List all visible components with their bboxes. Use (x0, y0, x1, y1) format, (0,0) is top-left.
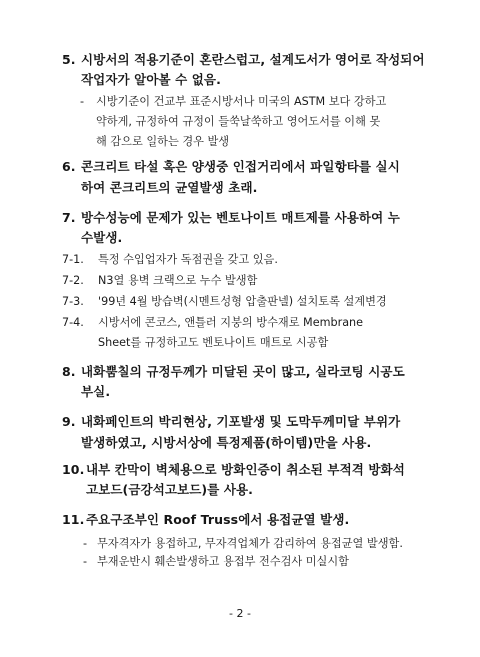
bullet-dash: - (80, 95, 85, 108)
item-text-line: 하여 콘크리트의 균열발생 초래. (81, 180, 258, 195)
sub-text-line: 약하게, 규정하여 규정이 들쑥날쑥하고 영어도서를 이해 못 (96, 115, 381, 128)
sub-number: 7-3. (62, 295, 84, 308)
item-text-line: 방수성능에 문제가 있는 벤토나이트 매트제를 사용하여 누 (81, 210, 400, 225)
sub-text-line: 시방기준이 건교부 표준시방서나 미국의 ASTM 보다 강하고 (96, 95, 387, 108)
bullet-dash: - (83, 555, 88, 568)
item-text-line: 부실. (81, 384, 111, 399)
item-text-line: 발생하였고, 시방서상에 특정제품(하이템)만을 사용. (81, 435, 372, 450)
sub-text-line: 부재운반시 훼손발생하고 용접부 전수검사 미실시함 (97, 555, 349, 568)
sub-text-line: '99년 4월 방습벽(시멘트성형 압출판넬) 설치토록 설계변경 (98, 295, 387, 308)
page-number: - 2 - (229, 607, 251, 620)
item-number: 10. (62, 462, 85, 477)
sub-text-line: N3열 용벽 크랙으로 누수 발생함 (98, 274, 258, 287)
bullet-dash: - (83, 537, 88, 550)
item-text-line: 콘크리트 타설 혹은 양생중 인접거리에서 파일항타를 실시 (81, 159, 400, 174)
sub-text-line: Sheet를 규정하고도 벤토나이트 매트로 시공함 (98, 336, 329, 349)
sub-text-line: 무자격자가 용접하고, 무자격업체가 감리하여 용접균열 발생함. (97, 537, 403, 550)
item-text-line: 고보드(금강석고보드)를 사용. (86, 482, 254, 497)
item-number: 7. (62, 210, 76, 225)
item-number: 8. (62, 364, 76, 379)
sub-number: 7-4. (62, 316, 84, 329)
sub-number: 7-2. (62, 274, 84, 287)
item-text-line: 내화페인트의 박리현상, 기포발생 및 도막두께미달 부위가 (81, 414, 401, 429)
sub-text-line: 시방서에 콘코스, 앤틀러 지붕의 방수재로 Membrane (98, 316, 364, 329)
item-text-line: 주요구조부인 Roof Truss에서 용접균열 발생. (86, 512, 350, 527)
item-number: 6. (62, 159, 76, 174)
item-number: 5. (62, 52, 76, 67)
sub-text-line: 해 감으로 일하는 경우 발생 (96, 135, 230, 148)
item-text-line: 시방서의 적용기준이 혼란스럽고, 설계도서가 영어로 작성되어 (81, 52, 425, 67)
item-number: 11. (62, 512, 85, 527)
item-text-line: 내부 칸막이 벽체용으로 방화인증이 취소된 부적격 방화석 (86, 462, 405, 477)
item-text-line: 작업자가 알아볼 수 없음. (81, 72, 221, 87)
item-number: 9. (62, 414, 76, 429)
item-text-line: 수발생. (81, 230, 123, 245)
item-text-line: 내화뿜칠의 규정두께가 미달된 곳이 많고, 실라코팅 시공도 (81, 364, 405, 379)
sub-number: 7-1. (62, 253, 84, 266)
sub-text-line: 특정 수입업자가 독점권을 갖고 있음. (98, 253, 278, 266)
